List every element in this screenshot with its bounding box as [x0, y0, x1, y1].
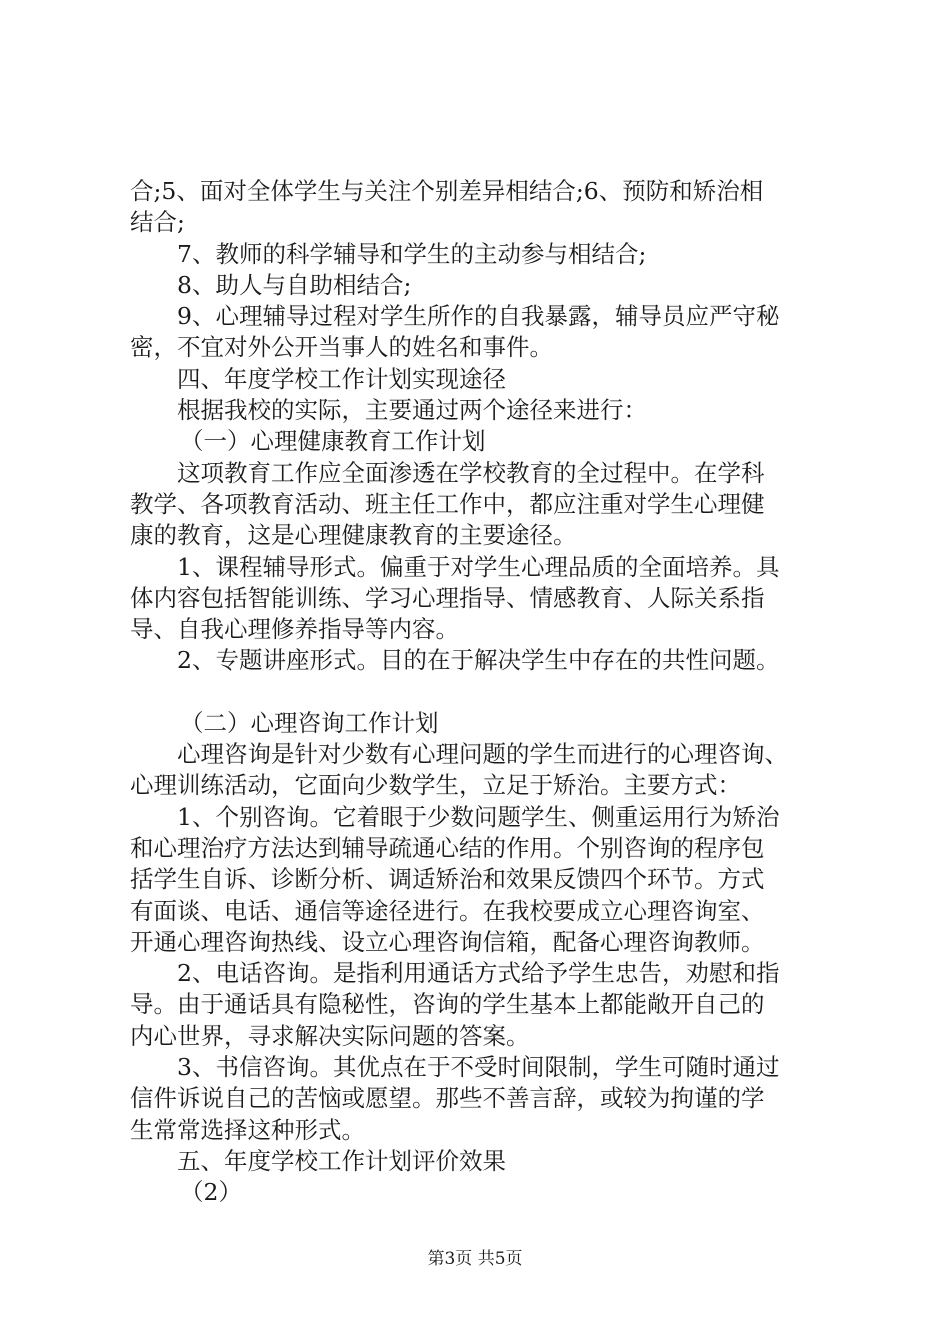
paragraph-line: 7、教师的科学辅导和学生的主动参与相结合;	[177, 239, 647, 268]
paragraph-line: 合;5、面对全体学生与关注个别差异相结合;6、预防和矫治相	[130, 177, 764, 205]
paragraph-line: 3、书信咨询。其优点在于不受时间限制，学生可随时通过	[177, 1053, 780, 1082]
paragraph-line: 导、自我心理修养指导等内容。	[130, 615, 459, 644]
paragraph-line: 根据我校的实际，主要通过两个途径来进行：	[177, 396, 647, 425]
paragraph-line: 1、课程辅导形式。偏重于对学生心理品质的全面培养。具	[177, 552, 780, 581]
paragraph-line: 体内容包括智能训练、学习心理指导、情感教育、人际关系指	[130, 583, 765, 612]
paragraph-line: 结合;	[130, 208, 185, 237]
paragraph-line: 导。由于通话具有隐秘性，咨询的学生基本上都能敞开自己的	[130, 990, 765, 1019]
paragraph-line: 2、电话咨询。是指利用通话方式给予学生忠告，劝慰和指	[177, 959, 780, 988]
document-body	[130, 176, 840, 1209]
section-heading: 四、年度学校工作计划实现途径	[177, 364, 506, 393]
paragraph-line: 信件诉说自己的苦恼或愿望。那些不善言辞，或较为拘谨的学	[130, 1084, 765, 1113]
subsection-heading: （一）心理健康教育工作计划	[180, 427, 486, 456]
subsection-heading: （二）心理咨询工作计划	[180, 708, 439, 737]
paragraph-line: 1、个别咨询。它着眼于少数问题学生、侧重运用行为矫治	[177, 802, 780, 831]
section-heading: 五、年度学校工作计划评价效果	[177, 1146, 506, 1175]
paragraph-line: 密，不宜对外公开当事人的姓名和事件。	[130, 333, 553, 362]
paragraph-line: 内心世界，寻求解决实际问题的答案。	[130, 1021, 530, 1050]
blank-line	[130, 677, 840, 708]
paragraph-line: 心理咨询是针对少数有心理问题的学生而进行的心理咨询、	[177, 740, 788, 769]
paragraph-line: 康的教育，这是心理健康教育的主要途径。	[130, 521, 577, 550]
paragraph-line: 括学生自诉、诊断分析、调适矫治和效果反馈四个环节。方式	[130, 865, 765, 894]
paragraph-line: （2）	[180, 1178, 242, 1207]
paragraph-line: 9、心理辅导过程对学生所作的自我暴露，辅导员应严守秘	[177, 302, 780, 331]
paragraph-line: 开通心理咨询热线、设立心理咨询信箱，配备心理咨询教师。	[130, 927, 765, 956]
paragraph-line: 教学、各项教育活动、班主任工作中，都应注重对学生心理健	[130, 489, 765, 518]
paragraph-line: 和心理治疗方法达到辅导疏通心结的作用。个别咨询的程序包	[130, 833, 765, 862]
paragraph-line: 这项教育工作应全面渗透在学校教育的全过程中。在学科	[177, 458, 765, 487]
paragraph-line: 生常常选择这种形式。	[130, 1115, 365, 1144]
paragraph-line: 心理训练活动，它面向少数学生，立足于矫治。主要方式：	[130, 771, 741, 800]
paragraph-line: 有面谈、电话、通信等途径进行。在我校要成立心理咨询室、	[130, 896, 765, 925]
paragraph-line: 2、专题讲座形式。目的在于解决学生中存在的共性问题。	[177, 646, 780, 675]
paragraph-line: 8、助人与自助相结合;	[177, 270, 412, 299]
page-number-footer: 第3页 共5页	[427, 1249, 523, 1269]
